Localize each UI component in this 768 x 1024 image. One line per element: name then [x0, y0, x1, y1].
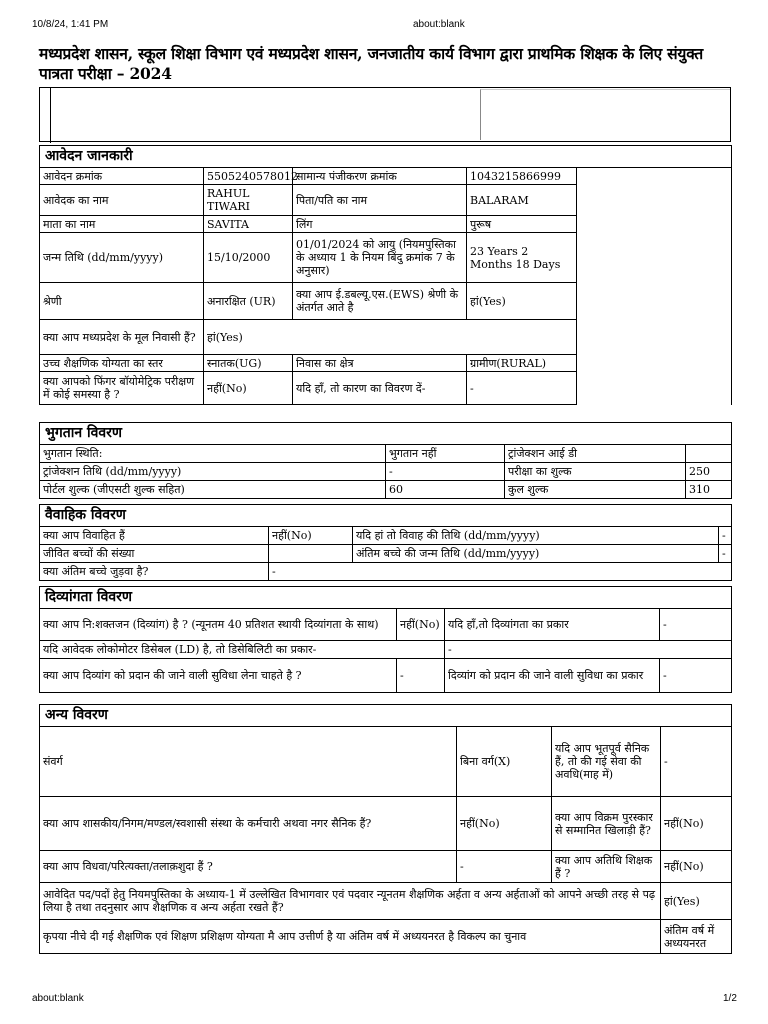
exam-fee: 250 [686, 463, 732, 481]
guest-teacher: नहीं(No) [661, 851, 732, 883]
label: श्रेणी [40, 283, 204, 320]
label: क्या आपको फिंगर बॉयोमेट्रिक परीक्षण में कोई समस्या है ? [40, 372, 204, 405]
label: कुल शुल्क [505, 481, 686, 499]
native: हां(Yes) [204, 320, 577, 355]
label: ट्रांजेक्शन तिथि (dd/mm/yyyy) [40, 463, 386, 481]
label: क्या आप दिव्यांग को प्रदान की जाने वाली सुविधा लेना चाहते है ? [40, 659, 397, 693]
facility-type: - [660, 659, 732, 693]
label: क्या आप मध्यप्रदेश के मूल निवासी हैं? [40, 320, 204, 355]
page-number: 1/2 [723, 993, 737, 1004]
section-heading: दिव्यांगता विवरण [40, 587, 732, 609]
label: यदि हां तो विवाह की तिथि (dd/mm/yyyy) [353, 527, 719, 545]
label: आवेदित पद/पदों हेतु नियमपुस्तिका के अध्याय-1 में उल्लेखित विभागवार एवं पदवार न्यूनतम शैक्षणिक अर्हता व अन्य अर्हताओं को आपने अच्छी तरह से पढ़ लिया है तथा तदनुसार आप शैक्षणिक व अन्य अर्हता रखते हैं? [40, 883, 661, 920]
page-title: मध्यप्रदेश शासन, स्कूल शिक्षा विभाग एवं मध्यप्रदेश शासन, जनजातीय कार्य विभाग द्वारा प्राथमिक शिक्षक के लिए संयुक्त पात्रता परीक्षा – 2024 [39, 44, 703, 83]
label: पोर्टल शुल्क (जीएसटी शुल्क सहित) [40, 481, 386, 499]
cadre: बिना वर्ग(X) [457, 727, 552, 797]
father-name: BALARAM [467, 185, 577, 216]
label: जन्म तिथि (dd/mm/yyyy) [40, 233, 204, 283]
section-heading: भुगतान विवरण [40, 423, 732, 445]
portal-fee: 60 [386, 481, 505, 499]
application-number: 5505240578012 [204, 168, 293, 185]
govt-employee: नहीं(No) [457, 797, 552, 851]
label: क्या आप ई.डबल्यू.एस.(EWS) श्रेणी के अंतर्गत आते है [293, 283, 467, 320]
transaction-id [686, 445, 732, 463]
ex-serviceman: - [661, 727, 732, 797]
facility: - [397, 659, 445, 693]
print-footer-url: about:blank [32, 993, 84, 1004]
label: सामान्य पंजीकरण क्रमांक [293, 168, 467, 185]
label: क्या आप विवाहित हैं [40, 527, 269, 545]
label: क्या आप शासकीय/निगम/मण्डल/स्वशासी संस्था के कर्मचारी अथवा नगर सैनिक हैं? [40, 797, 457, 851]
photo-signature-box [39, 87, 731, 142]
children-count [269, 545, 353, 563]
ews: हां(Yes) [467, 283, 577, 320]
mother-name: SAVITA [204, 216, 293, 233]
application-table [39, 145, 732, 405]
label: परीक्षा का शुल्क [505, 463, 686, 481]
read-confirmation: हां(Yes) [661, 883, 732, 920]
applicant-name: RAHUL TIWARI [204, 185, 293, 216]
twins: - [269, 563, 732, 581]
payment-status: भुगतान नहीं [386, 445, 505, 463]
payment-table [39, 422, 732, 499]
label: लिंग [293, 216, 467, 233]
label: यदि आवेदक लोकोमोटर डिसेबल (LD) है, तो डिसेबिलिटी का प्रकार- [40, 641, 445, 659]
label: क्या आप अतिथि शिक्षक हैं ? [552, 851, 661, 883]
label: 01/01/2024 को आयु (नियमपुस्तिका के अध्याय 1 के नियम बिंदु क्रमांक 7 के अनुसार) [293, 233, 467, 283]
biometric: नहीं(No) [204, 372, 293, 405]
registration-number: 1043215866999 [467, 168, 577, 185]
section-heading: आवेदन जानकारी [40, 146, 732, 168]
disability-type: - [660, 609, 732, 641]
total-fee: 310 [686, 481, 732, 499]
vikram-award: नहीं(No) [661, 797, 732, 851]
qualification-choice: अंतिम वर्ष में अध्ययनरत [661, 920, 732, 954]
label: भुगतान स्थिति: [40, 445, 386, 463]
label: यदि हाँ,तो दिव्यांगता का प्रकार [445, 609, 660, 641]
label: यदि आप भूतपूर्व सैनिक हैं, तो की गई सेवा की अवधि(माह में) [552, 727, 661, 797]
photo-placeholder [480, 89, 730, 140]
other-table [39, 704, 732, 954]
label: आवेदन क्रमांक [40, 168, 204, 185]
label: कृपया नीचे दी गई शैक्षणिक एवं शिक्षण प्रशिक्षण योग्यता मै आप उत्तीर्ण है या अंतिम वर्ष में अध्ययनरत है विकल्प का चुनाव [40, 920, 661, 954]
area: ग्रामीण(RURAL) [467, 355, 577, 372]
marriage-date: - [719, 527, 732, 545]
label: अंतिम बच्चे की जन्म तिथि (dd/mm/yyyy) [353, 545, 719, 563]
print-header-url: about:blank [413, 19, 465, 30]
disability-table [39, 586, 732, 693]
label: दिव्यांग को प्रदान की जाने वाली सुविधा का प्रकार [445, 659, 660, 693]
qualification: स्नातक(UG) [204, 355, 293, 372]
label: पिता/पति का नाम [293, 185, 467, 216]
label: निवास का क्षेत्र [293, 355, 467, 372]
label: आवेदक का नाम [40, 185, 204, 216]
married: नहीं(No) [269, 527, 353, 545]
label: यदि हाँ, तो कारण का विवरण दें- [293, 372, 467, 405]
last-child-dob: - [719, 545, 732, 563]
ld-type: - [445, 641, 732, 659]
label: उच्च शैक्षणिक योग्यता का स्तर [40, 355, 204, 372]
label: क्या आप विधवा/परित्यक्ता/तलाक़शुदा हैं ? [40, 851, 457, 883]
widow: - [457, 851, 552, 883]
category: अनारक्षित (UR) [204, 283, 293, 320]
gender: पुरूष [467, 216, 577, 233]
section-heading: अन्य विवरण [40, 705, 732, 727]
marital-table [39, 504, 732, 581]
biometric-reason: - [467, 372, 577, 405]
label: क्या अंतिम बच्चे जुड़वा है? [40, 563, 269, 581]
section-heading: वैवाहिक विवरण [40, 505, 732, 527]
label: क्या आप विक्रम पुरस्कार से सम्मानित खिलाड़ी हैं? [552, 797, 661, 851]
age: 23 Years 2 Months 18 Days [467, 233, 577, 283]
transaction-date: - [386, 463, 505, 481]
dob: 15/10/2000 [204, 233, 293, 283]
label: क्या आप नि:शक्तजन (दिव्यांग) है ? (न्यूनतम 40 प्रतिशत स्थायी दिव्यांगता के साथ) [40, 609, 397, 641]
disabled: नहीं(No) [397, 609, 445, 641]
photo-area [577, 168, 732, 405]
label: माता का नाम [40, 216, 204, 233]
label: जीवित बच्चों की संख्या [40, 545, 269, 563]
label: ट्रांजेक्शन आई डी [505, 445, 686, 463]
label: संवर्ग [40, 727, 457, 797]
print-datetime: 10/8/24, 1:41 PM [32, 19, 109, 30]
